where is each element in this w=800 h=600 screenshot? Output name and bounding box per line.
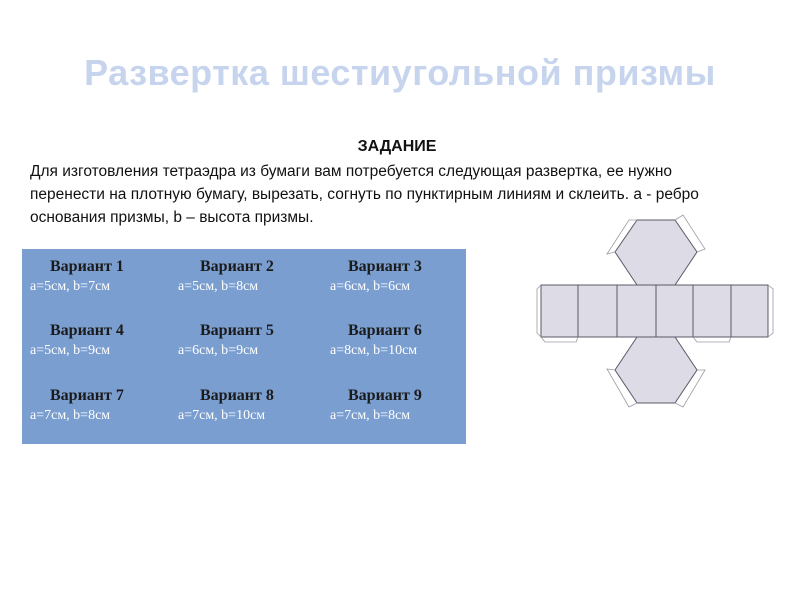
bottom-hexagon <box>615 337 697 403</box>
lateral-face <box>617 285 656 337</box>
variant-name: Вариант 6 <box>348 322 422 339</box>
variant-params: a=7см, b=8см <box>30 408 111 423</box>
variant-cell <box>50 321 200 341</box>
variant-name: Вариант 3 <box>348 258 422 275</box>
variant-name: Вариант 2 <box>200 258 274 275</box>
slide-title: Развертка шестиугольной призмы <box>84 52 716 93</box>
variant-name: Вариант 7 <box>50 387 124 404</box>
glue-tab <box>541 337 578 342</box>
glue-tab <box>693 337 731 342</box>
task-heading: ЗАДАНИЕ <box>357 138 437 155</box>
variant-params: a=5см, b=9см <box>30 343 111 358</box>
variant-cell <box>348 321 498 341</box>
variant-name: Вариант 1 <box>50 258 124 275</box>
variant-params: a=7см, b=10см <box>178 408 266 423</box>
variant-name: Вариант 9 <box>348 387 422 404</box>
glue-tab <box>537 285 541 337</box>
variant-name: Вариант 5 <box>200 322 274 339</box>
variant-cell <box>200 257 350 277</box>
variant-cell <box>50 386 200 406</box>
lateral-face <box>656 285 693 337</box>
variant-cell <box>348 386 498 406</box>
lateral-face <box>731 285 768 337</box>
variant-params: a=5см, b=8см <box>178 279 259 294</box>
lateral-face <box>693 285 731 337</box>
lateral-face <box>541 285 578 337</box>
variant-params: a=6см, b=6см <box>330 279 411 294</box>
variant-cell <box>50 257 200 277</box>
variants-table <box>22 249 466 444</box>
variant-params: a=8см, b=10см <box>330 343 418 358</box>
variant-cell <box>200 321 350 341</box>
variant-cell <box>348 257 498 277</box>
task-text: Для изготовления тетраэдра из бумаги вам потребуется следующая развертка, ее нужно перенести на плотную бумагу, вырезать, согнуть по пунктирным линиям и склеить. а - ребро основания призмы, b – высота призмы. <box>30 163 699 226</box>
variant-cell <box>200 386 350 406</box>
variant-name: Вариант 8 <box>200 387 274 404</box>
variant-params: a=5см, b=7см <box>30 279 111 294</box>
glue-tab <box>768 285 773 337</box>
top-hexagon <box>615 220 697 285</box>
variant-params: a=7см, b=8см <box>330 408 411 423</box>
variant-name: Вариант 4 <box>50 322 124 339</box>
lateral-face <box>578 285 617 337</box>
hexagonal-prism-net <box>535 207 775 412</box>
variant-params: a=6см, b=9см <box>178 343 259 358</box>
